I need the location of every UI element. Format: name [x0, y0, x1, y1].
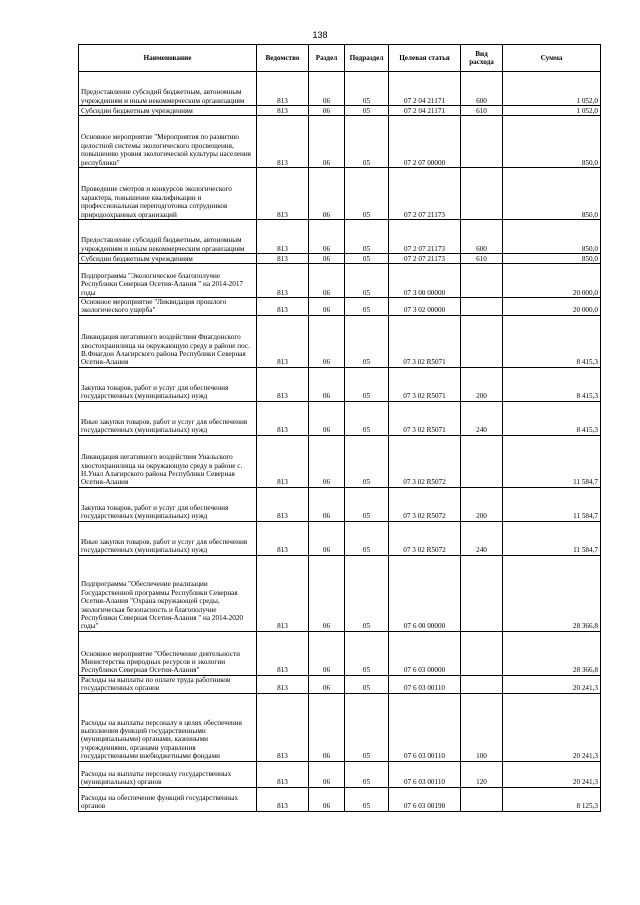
row-vedomstvo: 813	[257, 631, 309, 675]
table-row	[79, 254, 601, 264]
row-celevaya-statya: 07 2 04 21171	[389, 72, 461, 106]
row-vedomstvo: 813	[257, 435, 309, 487]
row-name: Ликвидация негативного воздействия Фиагдонского хвостохранилища на окружающую среду в районе пос. В.Фиагдон Алагирского района Республики Северная Осетия-Алания	[79, 315, 257, 367]
table-row	[79, 487, 601, 521]
row-name: Основное мероприятие "Ликвидация прошлого экологического ущерба"	[79, 298, 257, 316]
row-celevaya-statya: 07 3 02 R5072	[389, 435, 461, 487]
row-vedomstvo: 813	[257, 693, 309, 761]
row-name: Субсидии бюджетным учреждениям	[79, 106, 257, 116]
row-summa: 20 000,0	[503, 264, 601, 298]
row-podrazdel: 05	[345, 401, 389, 435]
row-celevaya-statya: 07 2 07 21173	[389, 220, 461, 254]
row-celevaya-statya: 07 6 03 00110	[389, 675, 461, 693]
header-vid-rashoda: Вид расхода	[461, 45, 503, 72]
row-name: Субсидии бюджетным учреждениям	[79, 254, 257, 264]
row-summa: 28 366,8	[503, 555, 601, 631]
row-vedomstvo: 813	[257, 315, 309, 367]
header-summa: Сумма	[503, 45, 601, 72]
row-celevaya-statya: 07 3 02 R5071	[389, 367, 461, 401]
table-body	[79, 72, 601, 812]
row-vid-rashoda: 120	[461, 761, 503, 787]
row-summa: 8 415,3	[503, 401, 601, 435]
row-summa: 850,0	[503, 116, 601, 168]
row-name: Расходы на выплаты персоналу государственных (муниципальных) органов	[79, 761, 257, 787]
row-name: Расходы на выплаты персоналу в целях обеспечения выполнения функций государственными (муниципальными) органами, казенными учреждениями, органами управления государственными внебюджетными фондами	[79, 693, 257, 761]
row-name: Подпрограмма "Обеспечение реализации Государственной программы Республики Северная Осетия-Алания "Охрана окружающей среды, экологическая безопасность и благополучие Республики Северная Осетия-Алания " на 2014-2020 годы"	[79, 555, 257, 631]
row-podrazdel: 05	[345, 787, 389, 811]
row-podrazdel: 05	[345, 254, 389, 264]
row-razdel: 06	[309, 116, 345, 168]
row-vid-rashoda: 610	[461, 254, 503, 264]
row-razdel: 06	[309, 693, 345, 761]
row-summa: 20 241,3	[503, 693, 601, 761]
row-razdel: 06	[309, 264, 345, 298]
row-vedomstvo: 813	[257, 264, 309, 298]
row-celevaya-statya: 07 3 02 00000	[389, 298, 461, 316]
row-vid-rashoda: 100	[461, 693, 503, 761]
row-summa: 11 584,7	[503, 487, 601, 521]
row-summa: 1 052,0	[503, 106, 601, 116]
row-celevaya-statya: 07 2 07 00000	[389, 116, 461, 168]
row-razdel: 06	[309, 106, 345, 116]
row-vid-rashoda	[461, 555, 503, 631]
row-celevaya-statya: 07 2 07 21173	[389, 254, 461, 264]
table-row	[79, 264, 601, 298]
row-podrazdel: 05	[345, 693, 389, 761]
page-number: 138	[312, 30, 328, 40]
row-podrazdel: 05	[345, 555, 389, 631]
budget-table	[78, 44, 601, 812]
row-vid-rashoda	[461, 116, 503, 168]
row-podrazdel: 05	[345, 521, 389, 555]
row-razdel: 06	[309, 555, 345, 631]
row-celevaya-statya: 07 3 02 R5071	[389, 315, 461, 367]
row-summa: 8 415,3	[503, 315, 601, 367]
row-name: Закупка товаров, работ и услуг для обеспечения государственных (муниципальных) нужд	[79, 487, 257, 521]
row-name: Расходы на обеспечение функций государственных органов	[79, 787, 257, 811]
row-name: Предоставление субсидий бюджетным, автономным учреждениям и иным некоммерческим организациям	[79, 220, 257, 254]
row-razdel: 06	[309, 487, 345, 521]
row-celevaya-statya: 07 6 03 00110	[389, 761, 461, 787]
header-celevaya-statya: Целевая статья	[389, 45, 461, 72]
row-vid-rashoda	[461, 264, 503, 298]
table-row	[79, 435, 601, 487]
row-name: Основное мероприятие "Обеспечение деятельности Министерства природных ресурсов и экологии Республики Северная Осетия-Алания"	[79, 631, 257, 675]
header-razdel: Раздел	[309, 45, 345, 72]
table-row	[79, 116, 601, 168]
row-summa: 8 125,3	[503, 787, 601, 811]
table-row	[79, 315, 601, 367]
row-celevaya-statya: 07 3 02 R5072	[389, 487, 461, 521]
table-row	[79, 220, 601, 254]
row-razdel: 06	[309, 675, 345, 693]
row-name: Закупка товаров, работ и услуг для обеспечения государственных (муниципальных) нужд	[79, 367, 257, 401]
row-podrazdel: 05	[345, 435, 389, 487]
row-summa: 28 366,8	[503, 631, 601, 675]
row-razdel: 06	[309, 72, 345, 106]
row-summa: 11 584,7	[503, 521, 601, 555]
row-celevaya-statya: 07 6 03 00000	[389, 631, 461, 675]
row-summa: 850,0	[503, 220, 601, 254]
row-vedomstvo: 813	[257, 675, 309, 693]
row-podrazdel: 05	[345, 264, 389, 298]
table-row	[79, 401, 601, 435]
row-razdel: 06	[309, 401, 345, 435]
row-vedomstvo: 813	[257, 106, 309, 116]
row-vid-rashoda: 200	[461, 487, 503, 521]
row-name: Предоставление субсидий бюджетным, автономным учреждениям и иным некоммерческим организациям	[79, 72, 257, 106]
row-vid-rashoda	[461, 435, 503, 487]
table-row	[79, 555, 601, 631]
row-podrazdel: 05	[345, 168, 389, 220]
table-row	[79, 521, 601, 555]
row-celevaya-statya: 07 3 02 R5072	[389, 521, 461, 555]
row-vid-rashoda: 610	[461, 106, 503, 116]
table-row	[79, 367, 601, 401]
row-summa: 850,0	[503, 168, 601, 220]
row-podrazdel: 05	[345, 116, 389, 168]
table-row	[79, 787, 601, 811]
row-vid-rashoda: 240	[461, 401, 503, 435]
row-podrazdel: 05	[345, 631, 389, 675]
row-vid-rashoda: 200	[461, 367, 503, 401]
row-vid-rashoda: 240	[461, 521, 503, 555]
row-podrazdel: 05	[345, 487, 389, 521]
row-name: Иные закупки товаров, работ и услуг для обеспечения государственных (муниципальных) нужд	[79, 401, 257, 435]
row-vedomstvo: 813	[257, 487, 309, 521]
row-summa: 1 052,0	[503, 72, 601, 106]
row-razdel: 06	[309, 367, 345, 401]
row-podrazdel: 05	[345, 315, 389, 367]
table-row	[79, 168, 601, 220]
row-vedomstvo: 813	[257, 168, 309, 220]
row-celevaya-statya: 07 3 02 R5071	[389, 401, 461, 435]
row-vedomstvo: 813	[257, 401, 309, 435]
row-podrazdel: 05	[345, 761, 389, 787]
row-razdel: 06	[309, 435, 345, 487]
row-vedomstvo: 813	[257, 787, 309, 811]
row-celevaya-statya: 07 6 00 00000	[389, 555, 461, 631]
row-vedomstvo: 813	[257, 521, 309, 555]
row-razdel: 06	[309, 254, 345, 264]
row-vid-rashoda	[461, 168, 503, 220]
row-celevaya-statya: 07 6 03 00110	[389, 693, 461, 761]
row-vid-rashoda	[461, 631, 503, 675]
table-row	[79, 675, 601, 693]
row-name: Расходы на выплаты по оплате труда работников государственных органов	[79, 675, 257, 693]
row-podrazdel: 05	[345, 298, 389, 316]
row-vedomstvo: 813	[257, 367, 309, 401]
row-celevaya-statya: 07 6 03 00190	[389, 787, 461, 811]
row-name: Проведение смотров и конкурсов экологического характера, повышение квалификации и профессиональная переподготовка сотрудников природоохранных организаций	[79, 168, 257, 220]
header-name: Наименование	[79, 45, 257, 72]
row-summa: 11 584,7	[503, 435, 601, 487]
row-vedomstvo: 813	[257, 555, 309, 631]
table-row	[79, 631, 601, 675]
row-summa: 20 241,3	[503, 675, 601, 693]
row-vedomstvo: 813	[257, 254, 309, 264]
row-celevaya-statya: 07 2 07 21173	[389, 168, 461, 220]
row-razdel: 06	[309, 521, 345, 555]
row-vid-rashoda: 600	[461, 220, 503, 254]
row-razdel: 06	[309, 761, 345, 787]
table-row	[79, 106, 601, 116]
row-vedomstvo: 813	[257, 220, 309, 254]
table-row	[79, 298, 601, 316]
row-vedomstvo: 813	[257, 298, 309, 316]
row-summa: 20 000,0	[503, 298, 601, 316]
row-podrazdel: 05	[345, 367, 389, 401]
row-summa: 20 241,3	[503, 761, 601, 787]
row-vid-rashoda: 600	[461, 72, 503, 106]
row-podrazdel: 05	[345, 220, 389, 254]
header-row	[79, 45, 601, 72]
row-podrazdel: 05	[345, 72, 389, 106]
table-row	[79, 72, 601, 106]
row-name: Подпрограмма "Экологическое благополучие Республики Северная Осетия-Алания " на 2014-2017 годы	[79, 264, 257, 298]
row-vid-rashoda	[461, 315, 503, 367]
row-vid-rashoda	[461, 298, 503, 316]
row-vid-rashoda	[461, 675, 503, 693]
table-row	[79, 761, 601, 787]
row-name: Ликвидация негативного воздействия Унальского хвостохранилища на окружающую среду в районе с. Н.Унал Алагирского района Республики Северная Осетия-Алания	[79, 435, 257, 487]
row-razdel: 06	[309, 168, 345, 220]
row-razdel: 06	[309, 220, 345, 254]
row-name: Иные закупки товаров, работ и услуг для обеспечения государственных (муниципальных) нужд	[79, 521, 257, 555]
row-vid-rashoda	[461, 787, 503, 811]
row-summa: 8 415,3	[503, 367, 601, 401]
row-vedomstvo: 813	[257, 116, 309, 168]
row-podrazdel: 05	[345, 106, 389, 116]
row-razdel: 06	[309, 298, 345, 316]
header-podrazdel: Подраздел	[345, 45, 389, 72]
row-vedomstvo: 813	[257, 761, 309, 787]
row-razdel: 06	[309, 315, 345, 367]
row-razdel: 06	[309, 787, 345, 811]
row-celevaya-statya: 07 2 04 21171	[389, 106, 461, 116]
row-celevaya-statya: 07 3 00 00000	[389, 264, 461, 298]
row-razdel: 06	[309, 631, 345, 675]
table-row	[79, 693, 601, 761]
table-header	[79, 45, 601, 72]
row-summa: 850,0	[503, 254, 601, 264]
row-vedomstvo: 813	[257, 72, 309, 106]
row-name: Основное мероприятие "Мероприятия по развитию целостной системы экологического просвещения, повышению уровня экологической культуры населения республики"	[79, 116, 257, 168]
header-vedomstvo: Ведомство	[257, 45, 309, 72]
row-podrazdel: 05	[345, 675, 389, 693]
